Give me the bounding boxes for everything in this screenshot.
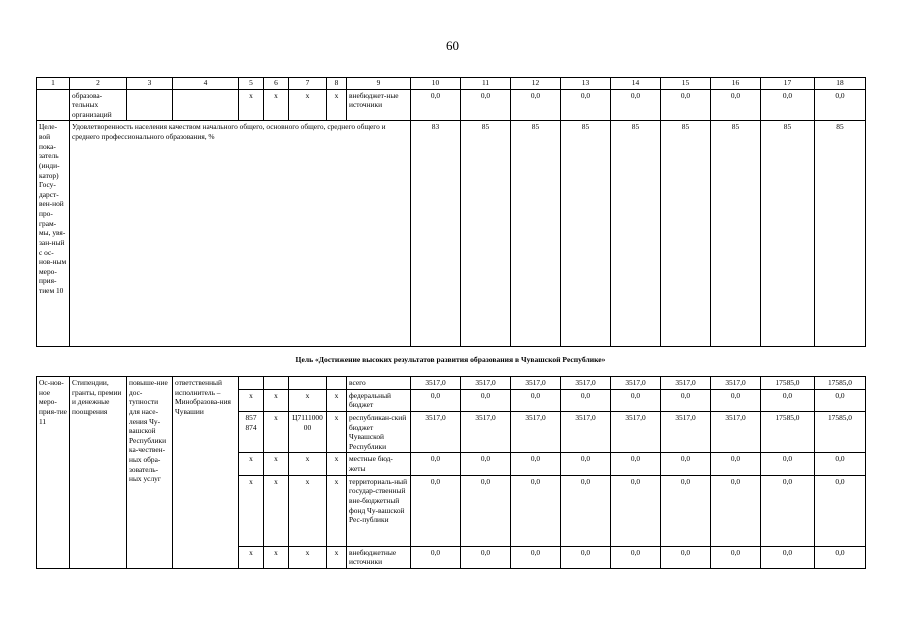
indicator-text: Удовлетворенность населения качеством начального общего, основного общего, среднего общего и среднего профессионального образования, % [70,121,411,347]
table-row [37,89,866,121]
value-cell: 3517,0 [411,377,461,390]
table-cell: x [327,411,347,453]
value-cell: 0,0 [411,475,461,546]
value-cell: 0,0 [561,453,611,475]
value-cell: 3517,0 [411,411,461,453]
table-cell: x [239,546,264,568]
table-cell: x [327,389,347,411]
value-cell: 0,0 [711,475,761,546]
value-cell: 85 [611,121,661,347]
value-cell: 0,0 [761,89,815,121]
value-cell: 0,0 [815,453,866,475]
table-cell: x [289,89,327,121]
column-number: 5 [239,78,264,90]
value-cell: 3517,0 [561,411,611,453]
column-number: 2 [70,78,127,90]
column-number: 3 [127,78,173,90]
value-cell: 0,0 [511,89,561,121]
value-cell: 85 [761,121,815,347]
value-cell: 0,0 [511,389,561,411]
value-cell: 3517,0 [611,411,661,453]
measure-name: Стипендии, гранты, премии и денежные поощрения [70,377,127,569]
value-cell: 0,0 [561,546,611,568]
goal-title: Цель «Достижение высоких результатов развития образования в Чувашской Республике» [295,355,606,364]
table-cell: x [327,546,347,568]
column-number: 6 [264,78,289,90]
table-cell: x [327,475,347,546]
column-number: 14 [611,78,661,90]
value-cell: 3517,0 [611,377,661,390]
value-cell: 3517,0 [661,377,711,390]
table-cell: 857 874 [239,411,264,453]
value-cell: 3517,0 [711,377,761,390]
value-cell: 0,0 [761,546,815,568]
table-cell: Ц7111000 00 [289,411,327,453]
value-cell: 85 [711,121,761,347]
indicator-label: Целе-вой пока-затель (инди-катор) Госу-дарст-вен-ной про-грам-мы, увя-зан-ный с ос-нов-ным меро-прия-тием 10 [37,121,70,347]
table-cell: x [239,453,264,475]
value-cell: 0,0 [511,546,561,568]
funding-source: федеральный бюджет [347,389,411,411]
table-cell: x [264,546,289,568]
column-number: 15 [661,78,711,90]
column-number: 9 [347,78,411,90]
value-cell: 3517,0 [511,377,561,390]
value-cell: 17585,0 [815,411,866,453]
column-number: 7 [289,78,327,90]
value-cell: 0,0 [611,546,661,568]
table-cell [327,377,347,390]
table-cell: x [239,389,264,411]
column-number: 1 [37,78,70,90]
column-number: 10 [411,78,461,90]
value-cell: 0,0 [815,89,866,121]
column-number: 4 [173,78,239,90]
value-cell: 85 [461,121,511,347]
value-cell: 17585,0 [761,377,815,390]
table-cell: x [264,411,289,453]
value-cell: 0,0 [761,453,815,475]
value-cell: 0,0 [411,546,461,568]
table-cell: x [264,475,289,546]
measure-type: Ос-нов-ное меро-прия-тие 11 [37,377,70,569]
table-cell: x [327,453,347,475]
value-cell: 0,0 [511,453,561,475]
value-cell: 0,0 [611,89,661,121]
value-cell: 0,0 [461,546,511,568]
value-cell: 0,0 [761,389,815,411]
value-cell: 0,0 [711,453,761,475]
table-cell: x [289,453,327,475]
table-cell [239,377,264,390]
value-cell: 0,0 [711,89,761,121]
value-cell: 85 [661,121,711,347]
value-cell: 0,0 [461,453,511,475]
table-cell: образова-тельных организаций [70,89,127,121]
funding-source: территориаль-ный государ-ственный вне-бюджетный фонд Чу-вашской Рес-публики [347,475,411,546]
value-cell: 85 [561,121,611,347]
value-cell: 0,0 [711,546,761,568]
value-cell: 0,0 [611,453,661,475]
value-cell: 0,0 [511,475,561,546]
value-cell: 0,0 [815,475,866,546]
table-cell: x [239,475,264,546]
table-cell [173,89,239,121]
funding-source: внебюджетные источники [347,546,411,568]
value-cell: 3517,0 [461,411,511,453]
column-number: 13 [561,78,611,90]
table-cell [127,89,173,121]
funding-source: республикан-ский бюджет Чувашской Республики [347,411,411,453]
funding-source: внебюджет-ные источники [347,89,411,121]
value-cell: 0,0 [815,546,866,568]
program-table-top [36,77,866,347]
column-number: 17 [761,78,815,90]
table-cell [264,377,289,390]
table-cell [289,377,327,390]
value-cell: 0,0 [661,89,711,121]
value-cell: 0,0 [411,389,461,411]
column-number: 12 [511,78,561,90]
value-cell: 3517,0 [511,411,561,453]
value-cell: 17585,0 [761,411,815,453]
table-cell [37,89,70,121]
value-cell: 0,0 [461,475,511,546]
value-cell: 0,0 [411,453,461,475]
table-row [37,377,866,390]
measure-goal: повыше-ние дос-тупности для насе-ления Чу-вашской Республики ка-чествен-ных обра-зователь-ных услуг [127,377,173,569]
value-cell: 83 [411,121,461,347]
value-cell: 0,0 [561,475,611,546]
column-number: 11 [461,78,511,90]
column-number: 8 [327,78,347,90]
value-cell: 0,0 [661,453,711,475]
table-cell: x [264,453,289,475]
funding-source: местные бюд-жеты [347,453,411,475]
table-cell: x [289,389,327,411]
table-cell: x [239,89,264,121]
column-number: 16 [711,78,761,90]
value-cell: 3517,0 [661,411,711,453]
value-cell: 3517,0 [711,411,761,453]
value-cell: 17585,0 [815,377,866,390]
value-cell: 85 [511,121,561,347]
funding-source: всего [347,377,411,390]
table-cell: x [327,89,347,121]
value-cell: 0,0 [711,389,761,411]
column-number: 18 [815,78,866,90]
value-cell: 0,0 [561,89,611,121]
column-number-row [37,78,866,90]
table-cell: x [264,389,289,411]
table-cell: x [289,475,327,546]
value-cell: 0,0 [461,389,511,411]
value-cell: 0,0 [411,89,461,121]
page-number: 60 [446,38,459,53]
value-cell: 0,0 [611,475,661,546]
table-cell: x [264,89,289,121]
value-cell: 0,0 [561,389,611,411]
program-table-measure [36,376,866,569]
value-cell: 0,0 [661,546,711,568]
indicator-row [37,121,866,347]
table-cell: x [289,546,327,568]
value-cell: 0,0 [661,475,711,546]
value-cell: 0,0 [611,389,661,411]
value-cell: 0,0 [661,389,711,411]
value-cell: 3517,0 [461,377,511,390]
measure-executor: ответственный исполнитель – Минобразова-ния Чувашии [173,377,239,569]
value-cell: 85 [815,121,866,347]
value-cell: 0,0 [815,389,866,411]
value-cell: 0,0 [761,475,815,546]
value-cell: 0,0 [461,89,511,121]
value-cell: 3517,0 [561,377,611,390]
